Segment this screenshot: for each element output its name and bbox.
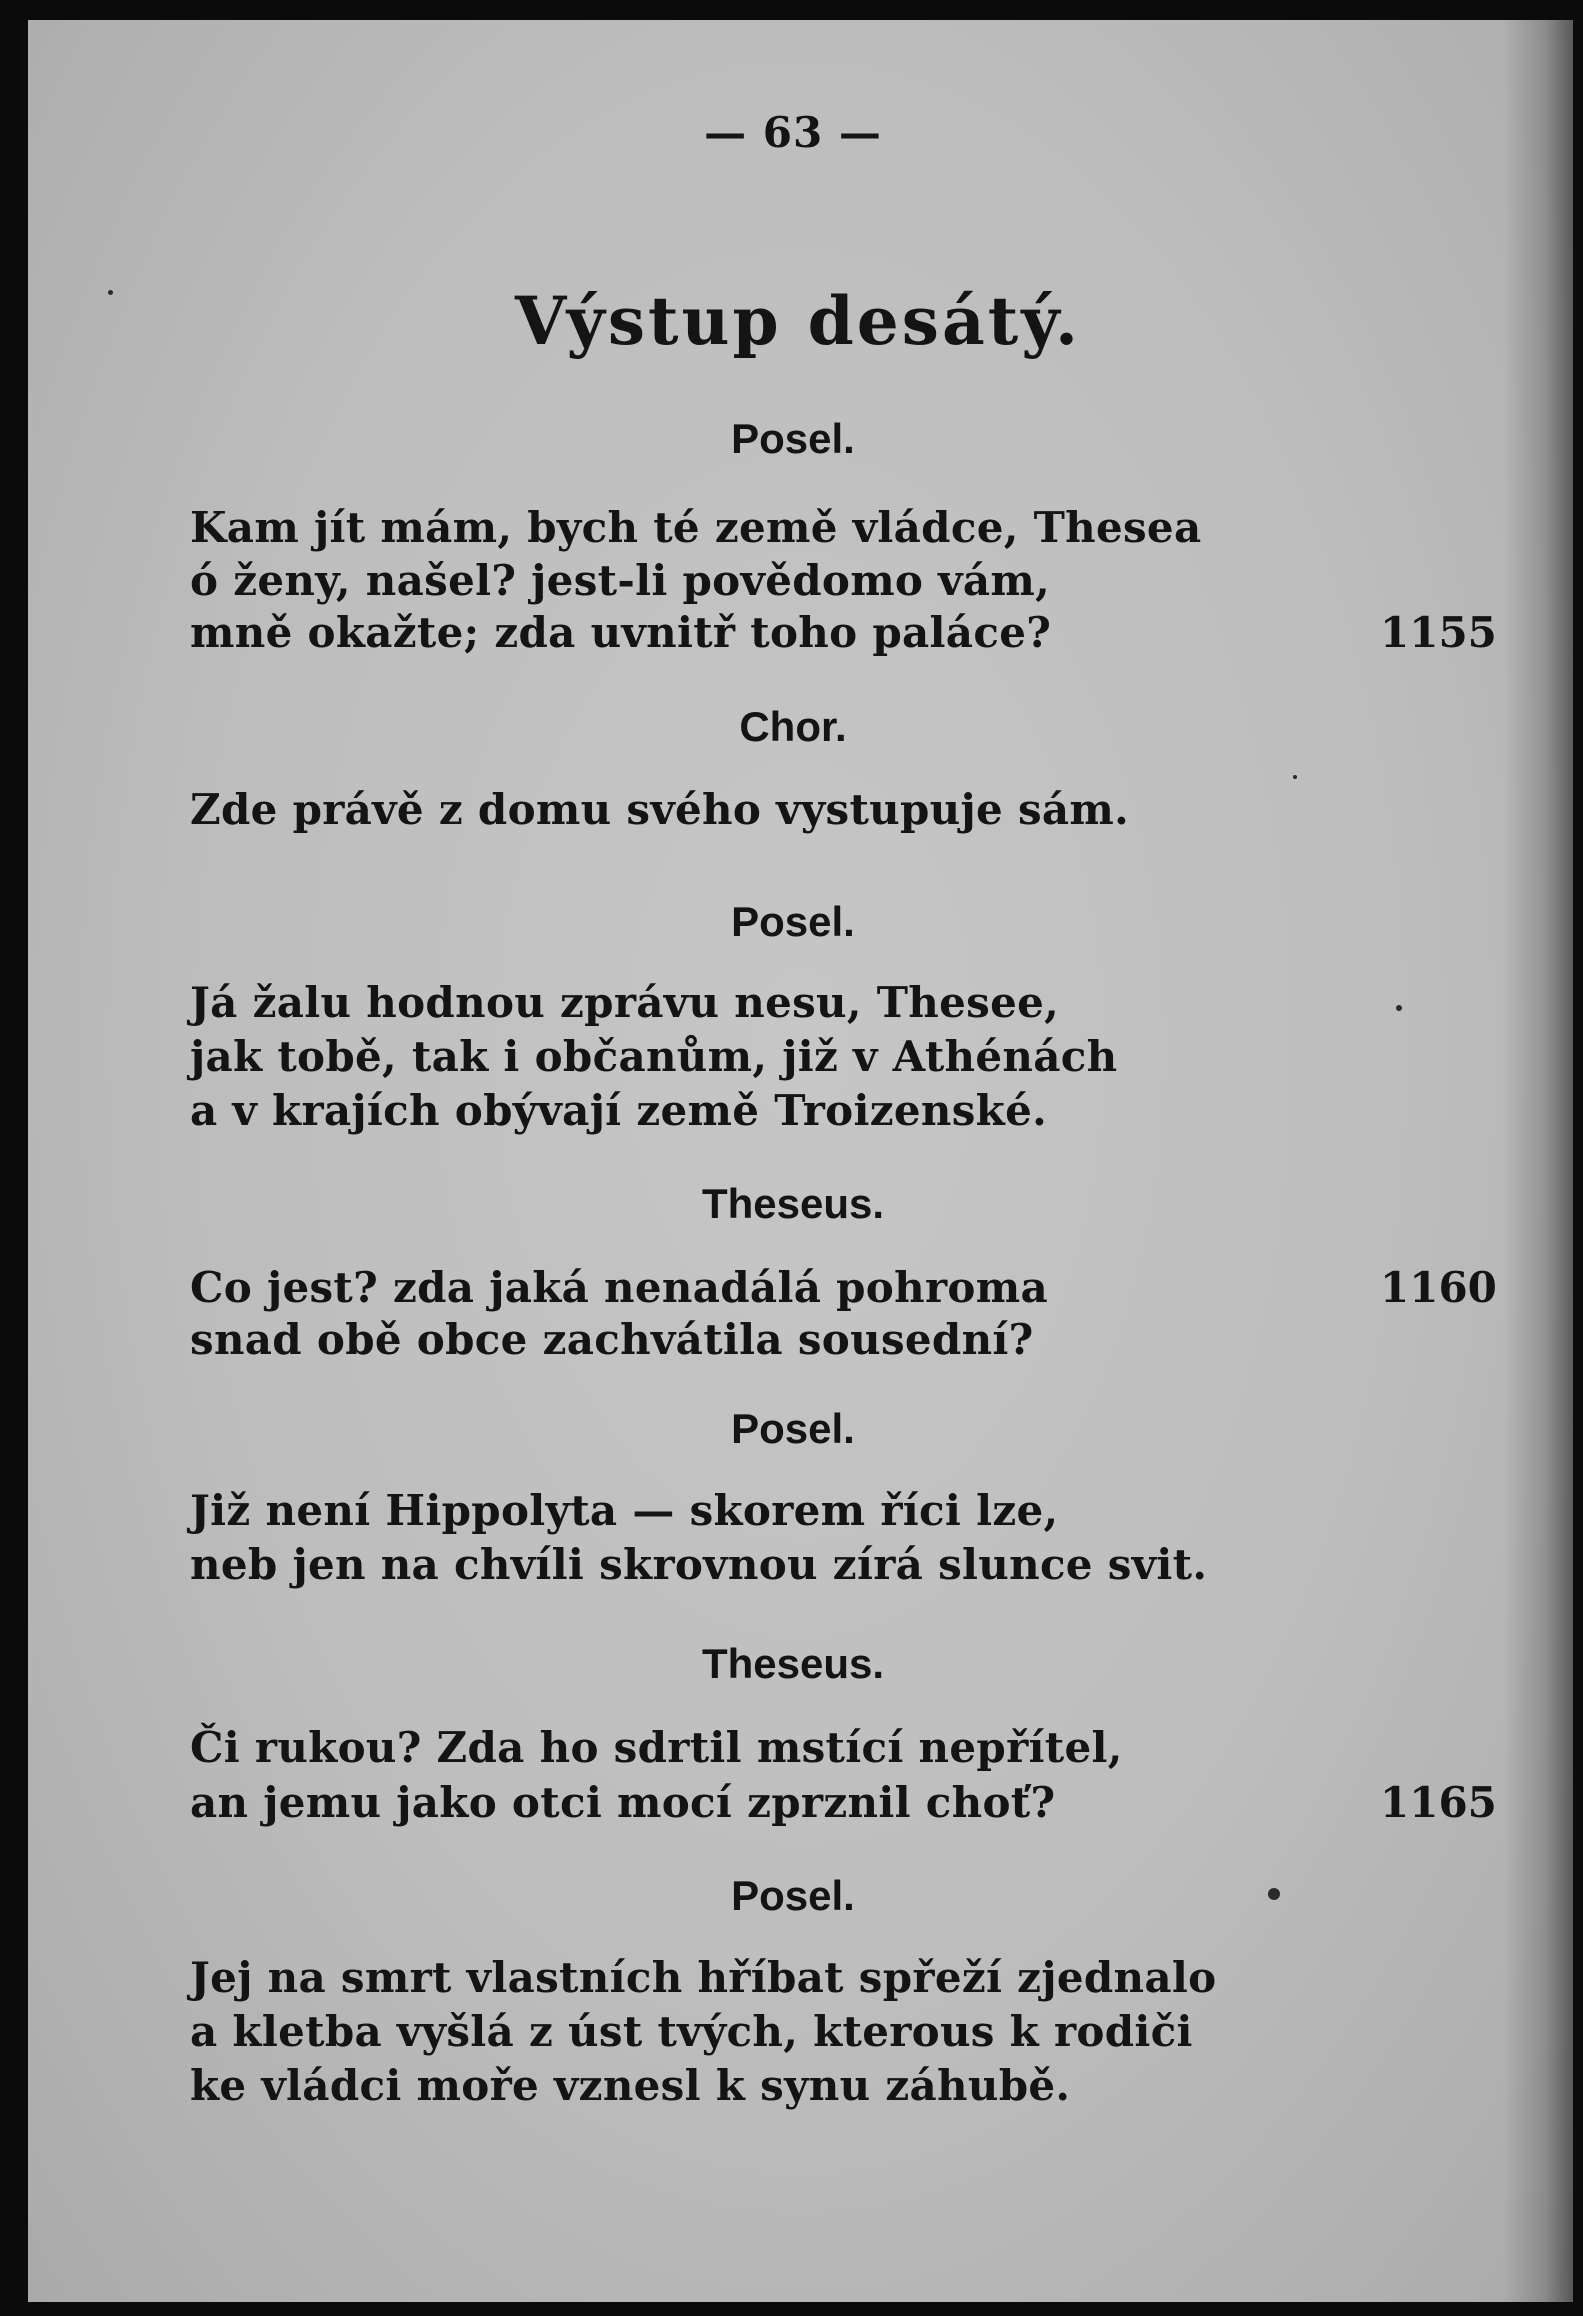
line-number: 1165 [1380, 1778, 1497, 1827]
verse-line: jak tobě, tak i občanům, již v Athénách [190, 1032, 1118, 1081]
verse-line: Zde právě z domu svého vystupuje sám. [190, 785, 1130, 834]
speaker-name: Theseus. [701, 1180, 885, 1227]
line-number: 1160 [1380, 1263, 1497, 1312]
verse-line: Již není Hippolyta — skorem říci lze, [190, 1486, 1059, 1535]
verse-line: ke vládci moře vznesl k synu záhubě. [190, 2061, 1071, 2110]
verse-line: snad obě obce zachvátila sousední? [190, 1315, 1034, 1364]
verse-line: a kletba vyšlá z úst tvých, kterous k rodiči [190, 2007, 1193, 2056]
page-number: — 63 — [704, 108, 882, 157]
verse-line: Kam jít mám, bych té země vládce, Thesea [190, 503, 1202, 552]
speaker-name: Posel. [731, 415, 855, 462]
page-edge-shadow [1503, 20, 1573, 2302]
ink-speck [1268, 1888, 1280, 1900]
line-number: 1155 [1380, 608, 1497, 657]
speaker-name: Chor. [739, 703, 847, 750]
verse-line: mně okažte; zda uvnitř toho paláce? [190, 608, 1052, 657]
speaker-name: Theseus. [701, 1640, 885, 1687]
verse-line: an jemu jako otci mocí zprznil choť? [190, 1778, 1056, 1827]
verse-line: Či rukou? Zda ho sdrtil mstící nepřítel, [190, 1723, 1123, 1772]
verse-line: Jej na smrt vlastních hříbat spřeží zjednalo [190, 1953, 1217, 2002]
ink-speck [1396, 1005, 1402, 1011]
book-page [28, 20, 1573, 2302]
ink-speck [108, 290, 113, 295]
verse-line: Co jest? zda jaká nenadálá pohroma [190, 1263, 1048, 1312]
verse-line: ó ženy, našel? jest-li povědomo vám, [190, 556, 1051, 605]
speaker-name: Posel. [731, 898, 855, 945]
ink-speck [1293, 775, 1297, 779]
speaker-name: Posel. [731, 1872, 855, 1919]
scene-title: Výstup desátý. [515, 282, 1081, 360]
verse-line: a v krajích obývají země Troizenské. [190, 1086, 1048, 1135]
verse-line: neb jen na chvíli skrovnou zírá slunce svit. [190, 1540, 1208, 1589]
speaker-name: Posel. [731, 1405, 855, 1452]
verse-line: Já žalu hodnou zprávu nesu, Thesee, [190, 978, 1060, 1027]
